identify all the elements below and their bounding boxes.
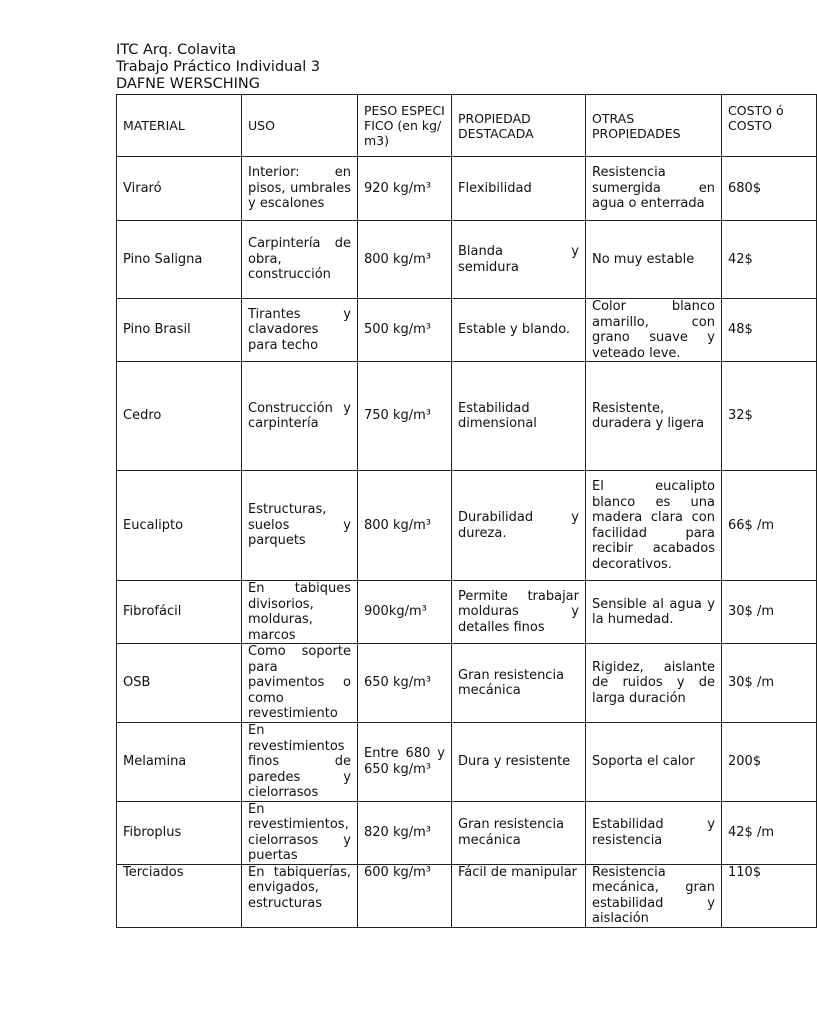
table-cell: Soporta el calor [586, 723, 722, 802]
table-cell: 110$ [722, 864, 817, 927]
table-cell: Tirantes y clavadores para techo [242, 299, 358, 362]
table-cell: Carpintería de obra, construcción [242, 221, 358, 299]
table-row [117, 801, 817, 864]
table-row [117, 581, 817, 644]
author-name: DAFNE WERSCHING [116, 76, 260, 92]
table-cell: Flexibilidad [452, 157, 586, 221]
table-cell: Resistente, duradera y ligera [586, 362, 722, 471]
table-cell: 600 kg/m³ [358, 864, 452, 927]
table-cell: En revestimientos, cielorrasos y puertas [242, 801, 358, 864]
table-cell: Entre 680 y 650 kg/m³ [358, 723, 452, 802]
assignment-title: Trabajo Práctico Individual 3 [116, 59, 321, 75]
table-cell: Fácil de manipular [452, 864, 586, 927]
table-cell: OSB [117, 644, 242, 723]
table-cell: Rigidez, aislante de ruidos y de larga duración [586, 644, 722, 723]
table-row [117, 471, 817, 581]
table-cell: 42$ [722, 221, 817, 299]
column-header: MATERIAL [117, 95, 242, 157]
materials-table-container [116, 94, 816, 934]
table-cell: Construcción y carpintería [242, 362, 358, 471]
table-cell: En revestimientos finos de paredes y cielorrasos [242, 723, 358, 802]
table-cell: 680$ [722, 157, 817, 221]
course-title: ITC Arq. Colavita [116, 42, 237, 58]
table-cell: Blanda y semidura [452, 221, 586, 299]
table-header-row [117, 95, 817, 157]
table-cell: Estructuras, suelos y parquets [242, 471, 358, 581]
table-cell: Sensible al agua y la humedad. [586, 581, 722, 644]
table-row [117, 362, 817, 471]
table-row [117, 864, 817, 927]
table-cell: Permite trabajar molduras y detalles finos [452, 581, 586, 644]
table-cell: Eucalipto [117, 471, 242, 581]
table-cell: 30$ /m [722, 644, 817, 723]
table-cell: Terciados [117, 864, 242, 927]
document-header [116, 42, 320, 93]
table-cell: Resistencia sumergida en agua o enterrada [586, 157, 722, 221]
table-cell: 42$ /m [722, 801, 817, 864]
table-cell: 800 kg/m³ [358, 471, 452, 581]
table-cell: No muy estable [586, 221, 722, 299]
table-cell: Fibrofácil [117, 581, 242, 644]
table-cell: En tabiques divisorios, molduras, marcos [242, 581, 358, 644]
table-cell: Cedro [117, 362, 242, 471]
materials-table [116, 94, 817, 928]
table-cell: 920 kg/m³ [358, 157, 452, 221]
table-cell: Viraró [117, 157, 242, 221]
column-header: COSTO ó COSTO [722, 95, 817, 157]
table-row [117, 157, 817, 221]
table-cell: 32$ [722, 362, 817, 471]
table-cell: 500 kg/m³ [358, 299, 452, 362]
table-cell: 750 kg/m³ [358, 362, 452, 471]
table-cell: Fibroplus [117, 801, 242, 864]
table-row [117, 644, 817, 723]
table-row [117, 221, 817, 299]
table-cell: Estable y blando. [452, 299, 586, 362]
table-cell: 30$ /m [722, 581, 817, 644]
table-cell: 66$ /m [722, 471, 817, 581]
column-header: OTRAS PROPIEDADES [586, 95, 722, 157]
table-cell: Dura y resistente [452, 723, 586, 802]
column-header: PESO ESPECIFICO (en kg/m3) [358, 95, 452, 157]
table-cell: 800 kg/m³ [358, 221, 452, 299]
table-cell: Melamina [117, 723, 242, 802]
table-row [117, 723, 817, 802]
column-header: USO [242, 95, 358, 157]
table-cell: 200$ [722, 723, 817, 802]
table-cell: Color blanco amarillo, con grano suave y veteado leve. [586, 299, 722, 362]
table-cell: Pino Saligna [117, 221, 242, 299]
table-cell: Estabilidad dimensional [452, 362, 586, 471]
table-row [117, 299, 817, 362]
table-cell: El eucalipto blanco es una madera clara con facilidad para recibir acabados decorativos. [586, 471, 722, 581]
table-cell: Pino Brasil [117, 299, 242, 362]
column-header: PROPIEDAD DESTACADA [452, 95, 586, 157]
table-cell: Como soporte para pavimentos o como revestimiento [242, 644, 358, 723]
table-cell: En tabiquerías, envigados, estructuras [242, 864, 358, 927]
table-cell: Gran resistencia mecánica [452, 644, 586, 723]
table-cell: 820 kg/m³ [358, 801, 452, 864]
table-cell: Durabilidad y dureza. [452, 471, 586, 581]
table-cell: Gran resistencia mecánica [452, 801, 586, 864]
table-cell: 650 kg/m³ [358, 644, 452, 723]
table-cell: 48$ [722, 299, 817, 362]
table-cell: Estabilidad y resistencia [586, 801, 722, 864]
table-cell: 900kg/m³ [358, 581, 452, 644]
table-cell: Resistencia mecánica, gran estabilidad y aislación [586, 864, 722, 927]
table-cell: Interior: en pisos, umbrales y escalones [242, 157, 358, 221]
